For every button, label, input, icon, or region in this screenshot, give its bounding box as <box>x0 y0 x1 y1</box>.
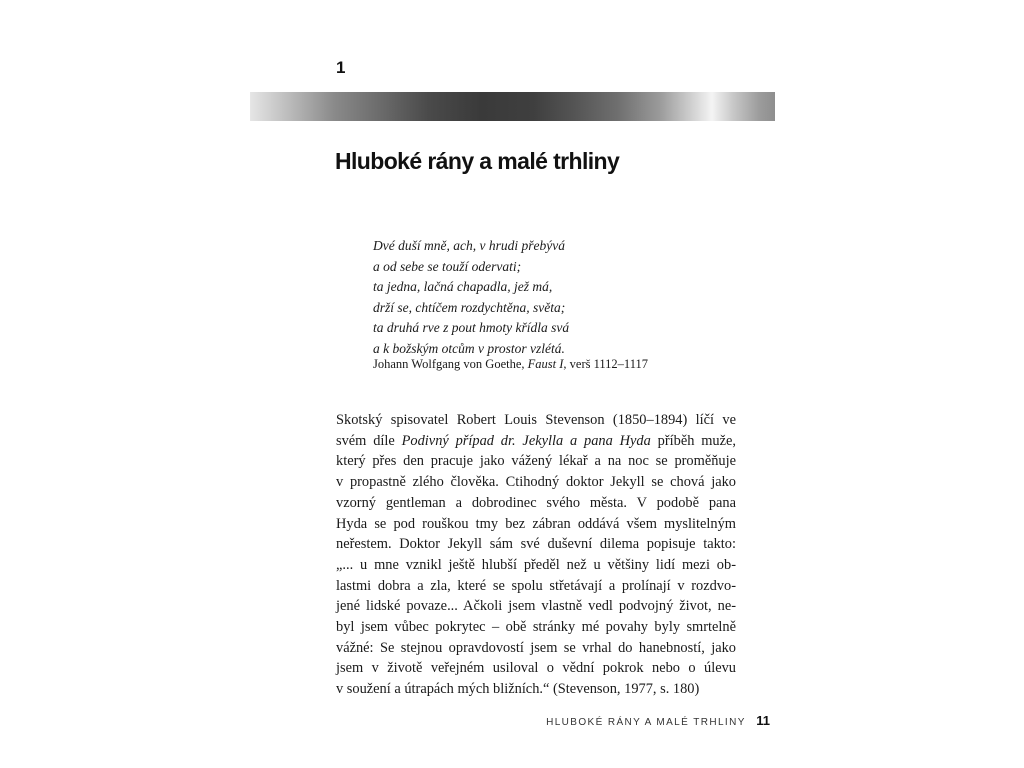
epigraph-line: a k božským otcům v prostor vzlétá. <box>373 340 565 356</box>
body-line: v propastně zlého člověka. Ctihodný doktor Jekyll se chová jako <box>336 474 736 491</box>
attribution-verse: , verš 1112–1117 <box>563 357 649 371</box>
chapter-number: 1 <box>336 58 346 77</box>
body-line: vážné: Se stejnou opravdovostí jsem se vrhal do hanebností, jako <box>336 639 736 656</box>
body-line: Skotský spisovatel Robert Louis Stevenson (1850–1894) líčí ve <box>336 412 736 428</box>
epigraph-line: a od sebe se touží odervati; <box>373 258 522 274</box>
attribution-author: Johann Wolfgang von Goethe, <box>373 357 525 371</box>
epigraph-attribution <box>373 357 648 372</box>
epigraph-line: ta jedna, lačná chapadla, jež má, <box>373 279 553 294</box>
body-line: byl jsem vůbec pokrytec – obě stránky mé povahy byly smrtelně <box>336 619 736 636</box>
chapter-gradient-bar <box>250 92 775 121</box>
body-line: v soužení a útrapách mých bližních.“ (Stevenson, 1977, s. 180) <box>336 681 700 698</box>
chapter-title: Hluboké rány a malé trhliny <box>335 148 620 174</box>
body-line: jsem v životě veřejném usiloval o vědní pokrok nebo o úlevu <box>336 660 736 677</box>
body-text-segment: svém díle <box>336 432 402 449</box>
body-line: vzorný gentleman a dobrodinec svého města. V podobě pana <box>336 494 736 511</box>
body-line: neřestem. Doktor Jekyll sám své duševní dilema popisuje takto: <box>336 536 736 553</box>
epigraph-line: Dvé duší mně, ach, v hrudi přebývá <box>373 238 565 253</box>
body-line: „... u mne vznikl ještě hlubší předěl než u většiny lidí mezi ob- <box>336 556 736 573</box>
epigraph-line: ta druhá rve z pout hmoty křídla svá <box>373 320 570 335</box>
running-footer <box>546 712 770 730</box>
book-title-italic: Podivný případ dr. Jekylla a pana Hyda <box>401 432 651 449</box>
body-line: který přes den pracuje jako vážený lékař a na noc se proměňuje <box>336 453 736 470</box>
body-paragraph <box>336 410 736 700</box>
epigraph <box>373 236 753 359</box>
page-number: 11 <box>756 713 770 728</box>
body-line: lastmi dobra a zla, které se spolu střetávají a prolínají v rozdvo- <box>336 577 736 594</box>
running-footer-title: HLUBOKÉ RÁNY A MALÉ TRHLINY <box>546 717 746 728</box>
body-line <box>336 431 736 452</box>
body-line: jené lidské povaze... Ačkoli jsem vlastně vedl podvojný život, ne- <box>336 598 736 615</box>
epigraph-line: drží se, chtíčem rozdychtěna, světa; <box>373 299 566 315</box>
attribution-work: Faust I <box>527 357 564 371</box>
body-text-segment: příběh muže, <box>650 432 736 449</box>
body-line: Hyda se pod rouškou tmy bez zábran oddává všem myslitelným <box>336 515 736 532</box>
